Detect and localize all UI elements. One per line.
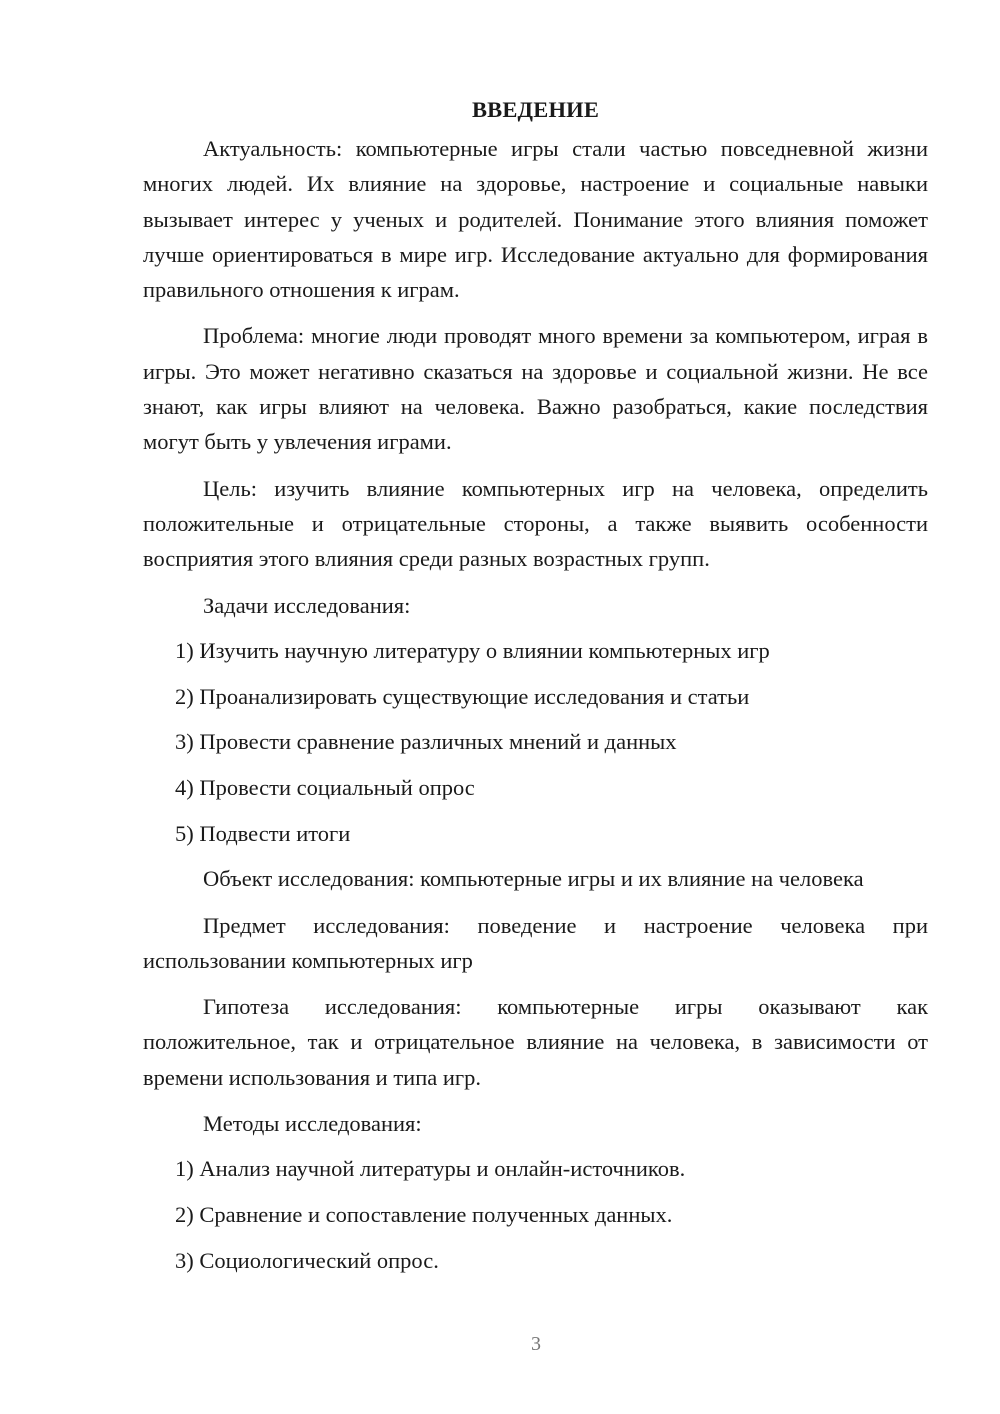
- tasks-list: [143, 633, 928, 851]
- relevance-paragraph: Актуальность: компьютерные игры стали частью повседневной жизни многих людей. Их влияние на здоровье, настроение и социальные навыки вызывает интерес у ученых и родителей. Понимание этого влияния поможет лучше ориентироваться в мире игр. Исследование актуально для формирования правильного отношения к играм.: [143, 136, 928, 303]
- methods-heading: Методы исследования:: [203, 1111, 422, 1137]
- method-item: 2) Сравнение и сопоставление полученных данных.: [175, 1202, 673, 1228]
- subject-paragraph: Предмет исследования: поведение и настроение человека при использовании компьютерных игр: [143, 912, 928, 973]
- task-item: 4) Провести социальный опрос: [175, 774, 475, 800]
- task-item: 3) Провести сравнение различных мнений и данных: [175, 729, 677, 755]
- methods-list: [143, 1151, 928, 1278]
- problem-paragraph: Проблема: многие люди проводят много времени за компьютером, играя в игры. Это может негативно сказаться на здоровье и социальной жизни. Не все знают, как игры влияют на человека. Важно разобраться, какие последствия могут быть у увлечения играми.: [143, 323, 928, 455]
- task-item: 1) Изучить научную литературу о влиянии компьютерных игр: [175, 637, 770, 663]
- task-item: 2) Проанализировать существующие исследования и статьи: [175, 683, 750, 709]
- method-item: 3) Социологический опрос.: [175, 1247, 439, 1273]
- page-number: 3: [531, 1333, 541, 1355]
- page-title: ВВЕДЕНИЕ: [471, 97, 600, 122]
- goal-paragraph: Цель: изучить влияние компьютерных игр на человека, определить положительные и отрицательные стороны, а также выявить особенности восприятия этого влияния среди разных возрастных групп.: [143, 475, 928, 572]
- hypothesis-paragraph: Гипотеза исследования: компьютерные игры оказывают как положительное, так и отрицательное влияние на человека, в зависимости от времени использования и типа игр.: [143, 994, 928, 1090]
- task-item: 5) Подвести итоги: [175, 820, 351, 846]
- method-item: 1) Анализ научной литературы и онлайн-источников.: [175, 1156, 686, 1182]
- tasks-heading: Задачи исследования:: [203, 592, 411, 618]
- document-page: [143, 93, 928, 1288]
- object-paragraph: Объект исследования: компьютерные игры и их влияние на человека: [203, 866, 864, 892]
